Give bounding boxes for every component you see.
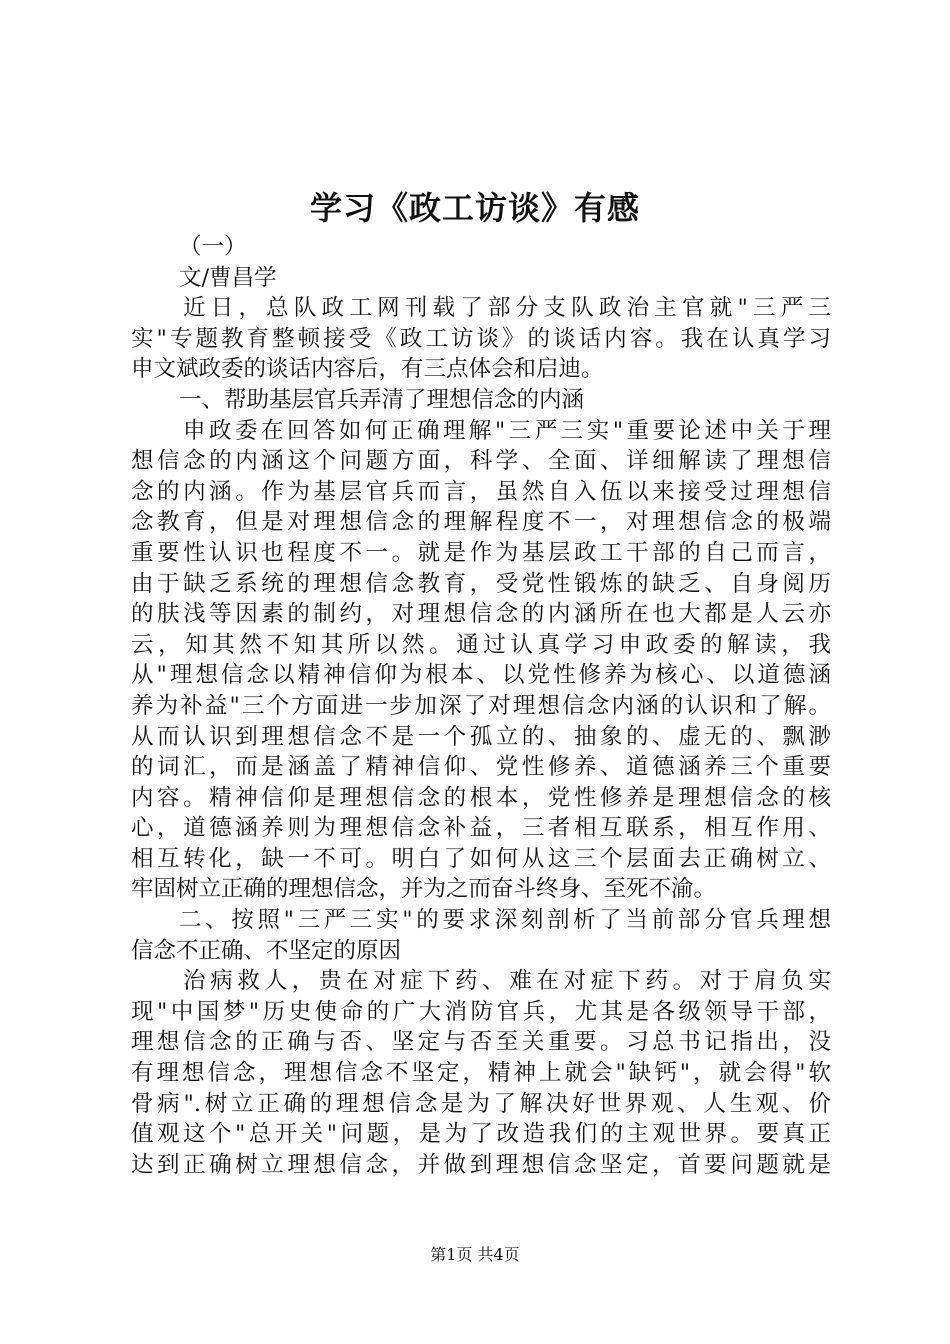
text-line: 申文斌政委的谈话内容后，有三点体会和启迪。 xyxy=(131,356,604,383)
text-line: 有理想信念，理想信念不坚定，精神上就会"缺钙"，就会得"软 xyxy=(131,1060,831,1087)
text-line: 重要性认识也程度不一。就是作为基层政工干部的自己而言， xyxy=(131,539,831,566)
text-line: 的词汇，而是涵盖了精神信仰、党性修养、道德涵养三个重要 xyxy=(131,754,831,781)
text-line: 实"专题教育整顿接受《政工访谈》的谈话内容。我在认真学习 xyxy=(131,325,831,352)
text-line: 牢固树立正确的理想信念，并为之而奋斗终身、至死不渝。 xyxy=(131,876,717,903)
text-line: 念教育，但是对理想信念的理解程度不一，对理想信念的极端 xyxy=(131,509,831,536)
text-line: 心，道德涵养则为理想信念补益，三者相互联系，相互作用、 xyxy=(131,815,831,842)
text-line: 理想信念的正确与否、坚定与否至关重要。习总书记指出，没 xyxy=(131,1029,831,1056)
page-footer: 第1页 共4页 xyxy=(430,1245,520,1264)
text-line: 值观这个"总开关"问题，是为了改造我们的主观世界。要真正 xyxy=(131,1121,831,1148)
document-body xyxy=(131,232,831,1180)
text-line: 从而认识到理想信念不是一个孤立的、抽象的、虚无的、飘渺 xyxy=(131,723,831,750)
text-line: 从"理想信念以精神信仰为根本、以党性修养为核心、以道德涵 xyxy=(131,662,831,689)
text-line: 念的内涵。作为基层官兵而言，虽然自入伍以来接受过理想信 xyxy=(131,478,831,505)
text-line: 相互转化，缺一不可。明白了如何从这三个层面去正确树立、 xyxy=(131,845,831,872)
text-line: 想信念的内涵这个问题方面，科学、全面、详细解读了理想信 xyxy=(131,448,831,475)
text-line: 由于缺乏系统的理想信念教育，受党性锻炼的缺乏、自身阅历 xyxy=(131,570,831,597)
text-line: 达到正确树立理想信念，并做到理想信念坚定，首要问题就是 xyxy=(131,1151,831,1178)
text-line: 内容。精神信仰是理想信念的根本，党性修养是理想信念的核 xyxy=(131,784,831,811)
text-line: 一、帮助基层官兵弄清了理想信念的内涵 xyxy=(179,386,585,413)
text-line: 近日，总队政工网刊载了部分支队政治主官就"三严三 xyxy=(183,295,831,322)
text-line: 骨病".树立正确的理想信念是为了解决好世界观、人生观、价 xyxy=(131,1090,831,1117)
document-title: 学习《政工访谈》有感 xyxy=(309,189,640,227)
text-line: 养为补益"三个方面进一步加深了对理想信念内涵的认识和了解。 xyxy=(131,692,831,719)
text-line: 治病救人，贵在对症下药、难在对症下药。对于肩负实 xyxy=(183,968,831,995)
text-line: 二、按照"三严三实"的要求深刻剖析了当前部分官兵理想 xyxy=(179,907,831,934)
text-line: （一） xyxy=(179,234,247,260)
text-line: 的肤浅等因素的制约，对理想信念的内涵所在也大都是人云亦 xyxy=(131,601,831,628)
text-line: 信念不正确、不坚定的原因 xyxy=(131,937,402,964)
text-line: 申政委在回答如何正确理解"三严三实"重要论述中关于理 xyxy=(183,417,831,444)
text-line: 文/曹昌学 xyxy=(179,264,277,291)
text-line: 云，知其然不知其所以然。通过认真学习申政委的解读，我 xyxy=(131,631,831,658)
text-line: 现"中国梦"历史使命的广大消防官兵，尤其是各级领导干部， xyxy=(131,998,831,1025)
